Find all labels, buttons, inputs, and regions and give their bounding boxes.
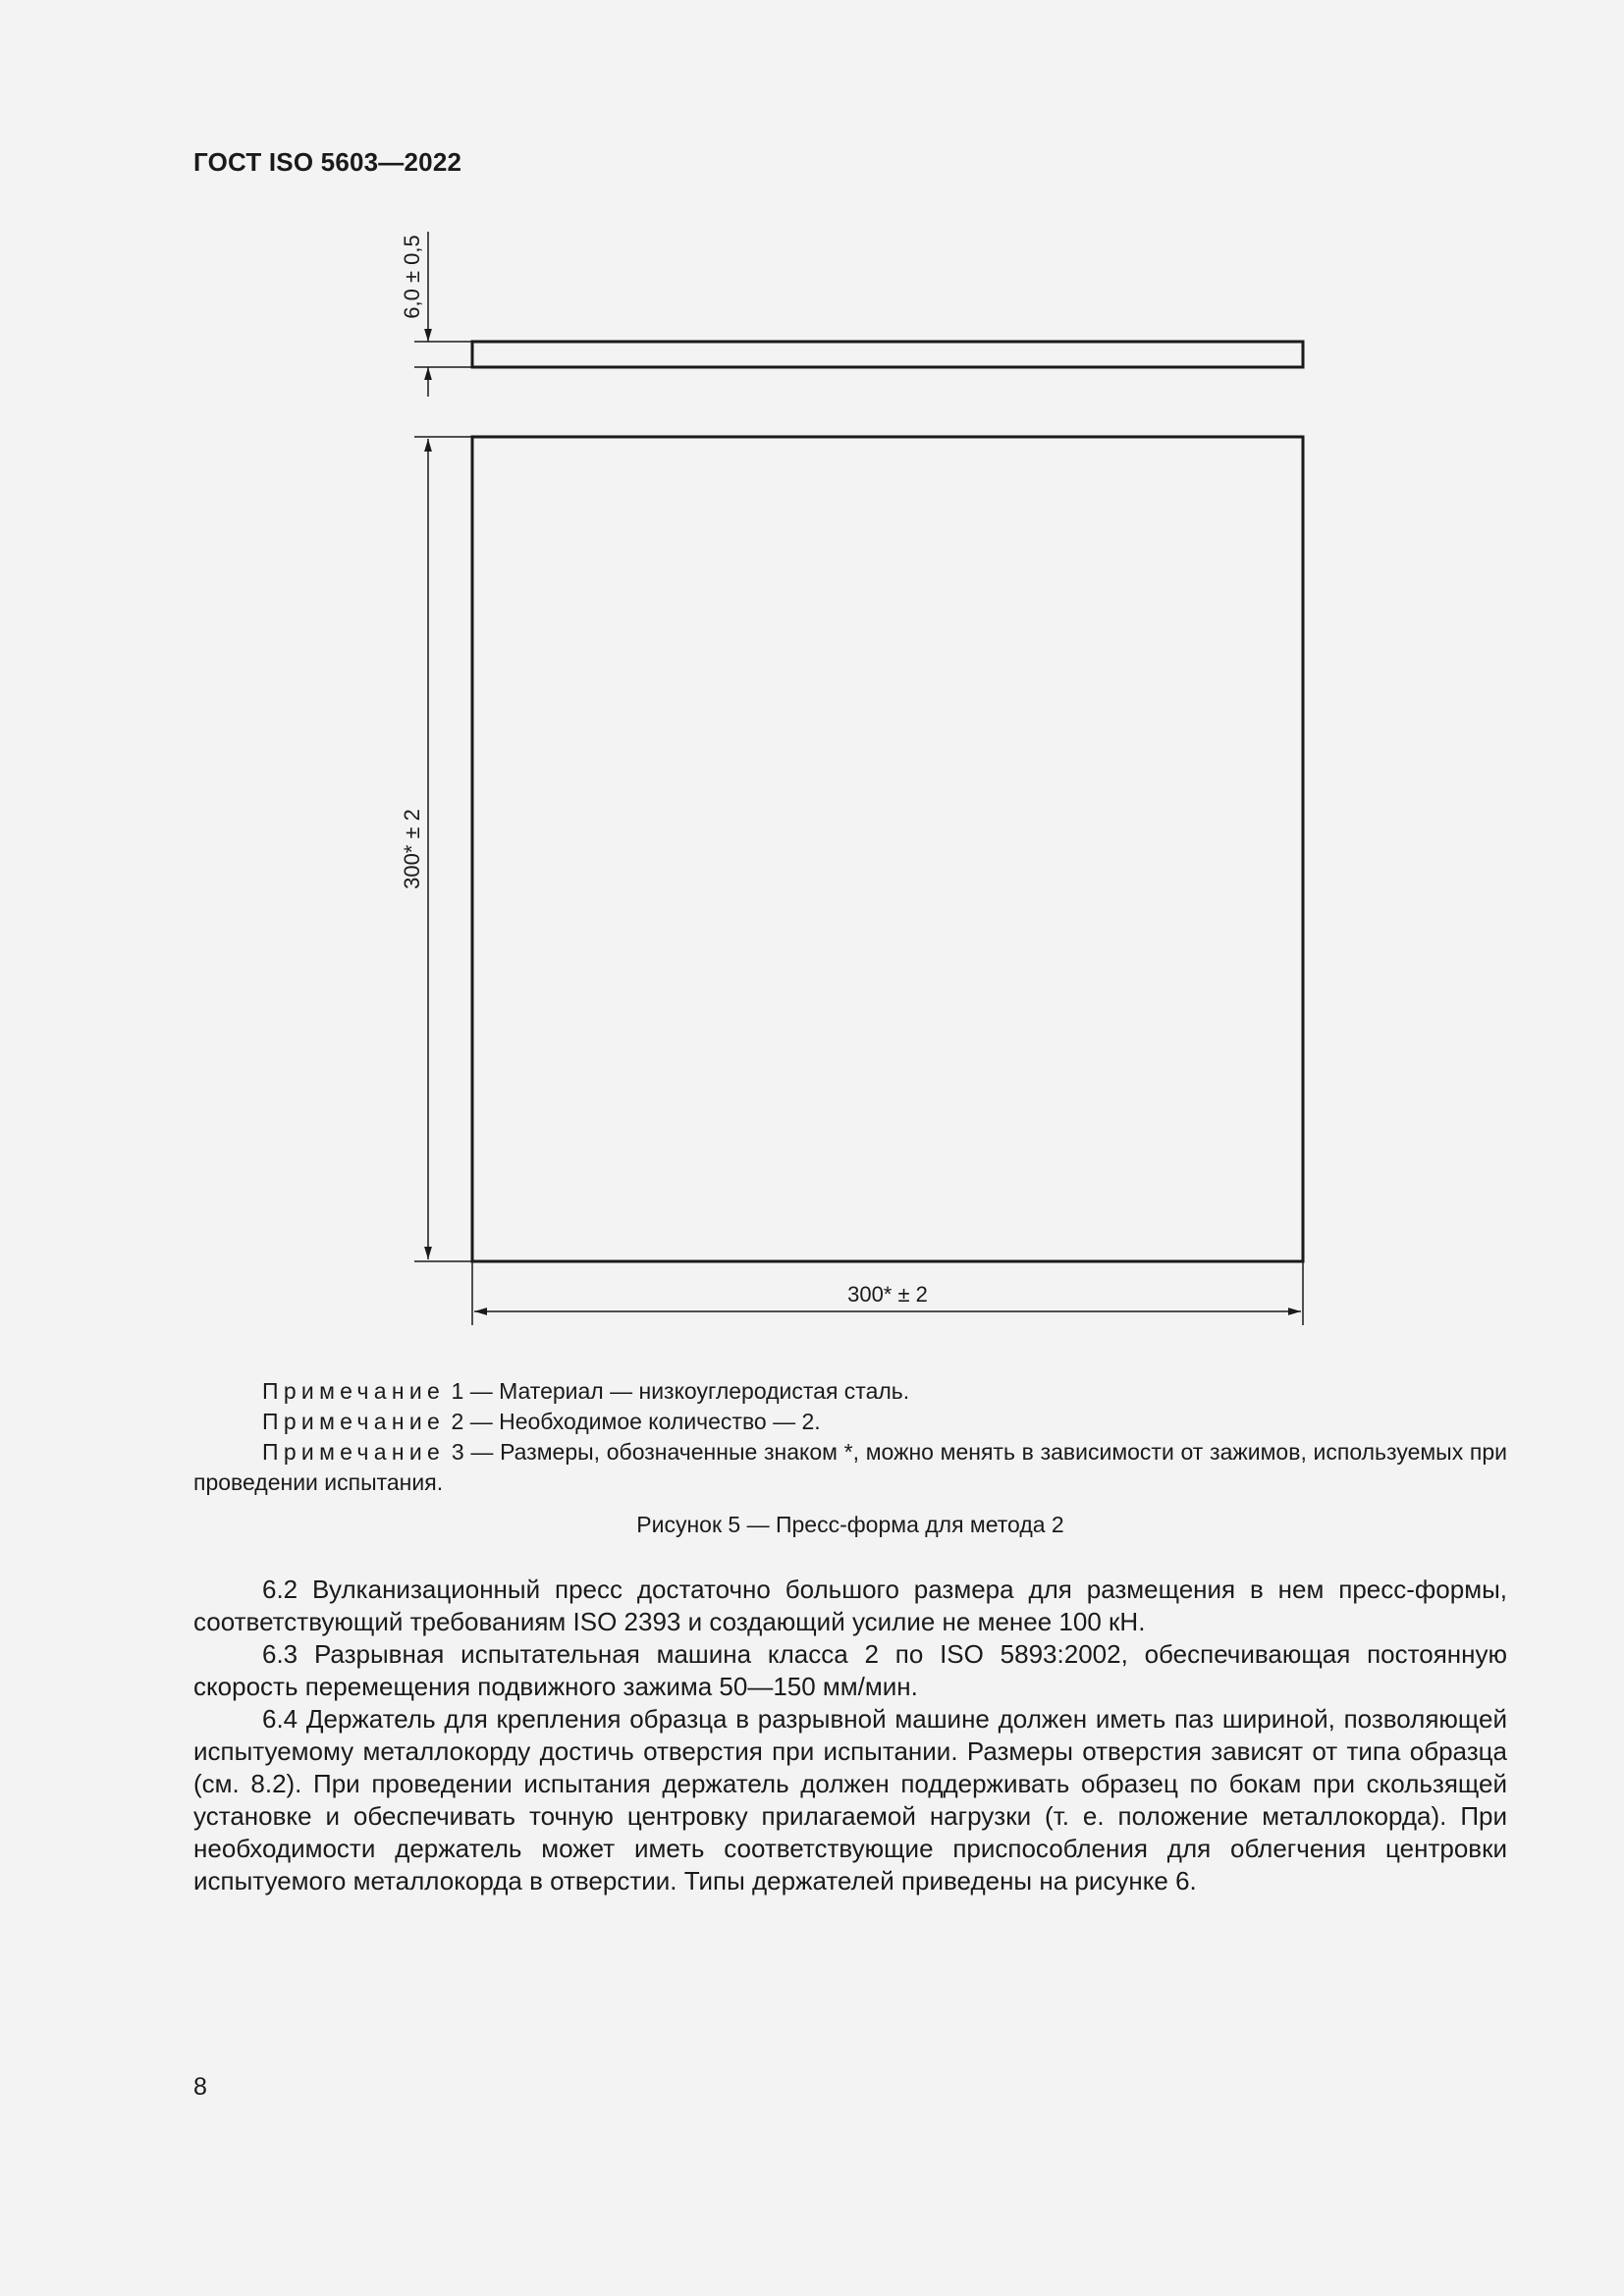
note-text: 3 — Размеры, обозначенные знаком *, можно менять в зависимости от зажимов, используемых при проведении испытания. [193, 1439, 1508, 1495]
thickness-dimension-label: 6,0 ± 0,5 [400, 235, 424, 319]
paragraph-6-4: 6.4 Держатель для крепления образца в разрывной машине должен иметь паз шириной, позволяющей испытуемому металлокорду достичь отверстия при испытании. Размеры отверстия зависят от типа образца (см. 8.2). При проведении испытания держатель должен поддерживать образец по бокам при скользящей установке и обеспечивать точную центровку прилагаемой нагрузки (т. е. положение металлокорда). При необходимости держатель может иметь соответствующие приспособления для облегчения центровки испытуемого металлокорда в отверстии. Типы держателей приведены на рисунке 6. [193, 1704, 1507, 1896]
plate-front-view [472, 437, 1303, 1261]
plate-side-view [472, 342, 1303, 367]
height-dimension-label: 300* ± 2 [400, 809, 424, 889]
width-dimension-label: 300* ± 2 [847, 1282, 928, 1307]
paragraph-6-3: 6.3 Разрывная испытательная машина класса 2 по ISO 5893:2002, обеспечивающая постоянную скорость перемещения подвижного зажима 50—150 мм/мин. [193, 1639, 1507, 1701]
body-text [193, 1574, 1507, 1897]
note-3 [193, 1437, 1507, 1498]
note-label: Примечание [262, 1439, 446, 1465]
note-label: Примечание [262, 1409, 446, 1434]
note-1 [193, 1376, 1507, 1407]
document-header: ГОСТ ISO 5603—2022 [193, 147, 462, 177]
note-text: 2 — Необходимое количество — 2. [451, 1409, 821, 1434]
page-number: 8 [193, 2073, 207, 2101]
paragraph-6-2: 6.2 Вулканизационный пресс достаточно большого размера для размещения в нем пресс-формы, соответствующий требованиям ISO 2393 и создающий усилие не менее 100 кН. [193, 1575, 1507, 1636]
figure-caption: Рисунок 5 — Пресс-форма для метода 2 [636, 1512, 1064, 1537]
note-label: Примечание [262, 1378, 446, 1404]
note-text: 1 — Материал — низкоуглеродистая сталь. [451, 1378, 910, 1404]
note-2 [193, 1407, 1507, 1437]
figure-notes [193, 1376, 1507, 1498]
